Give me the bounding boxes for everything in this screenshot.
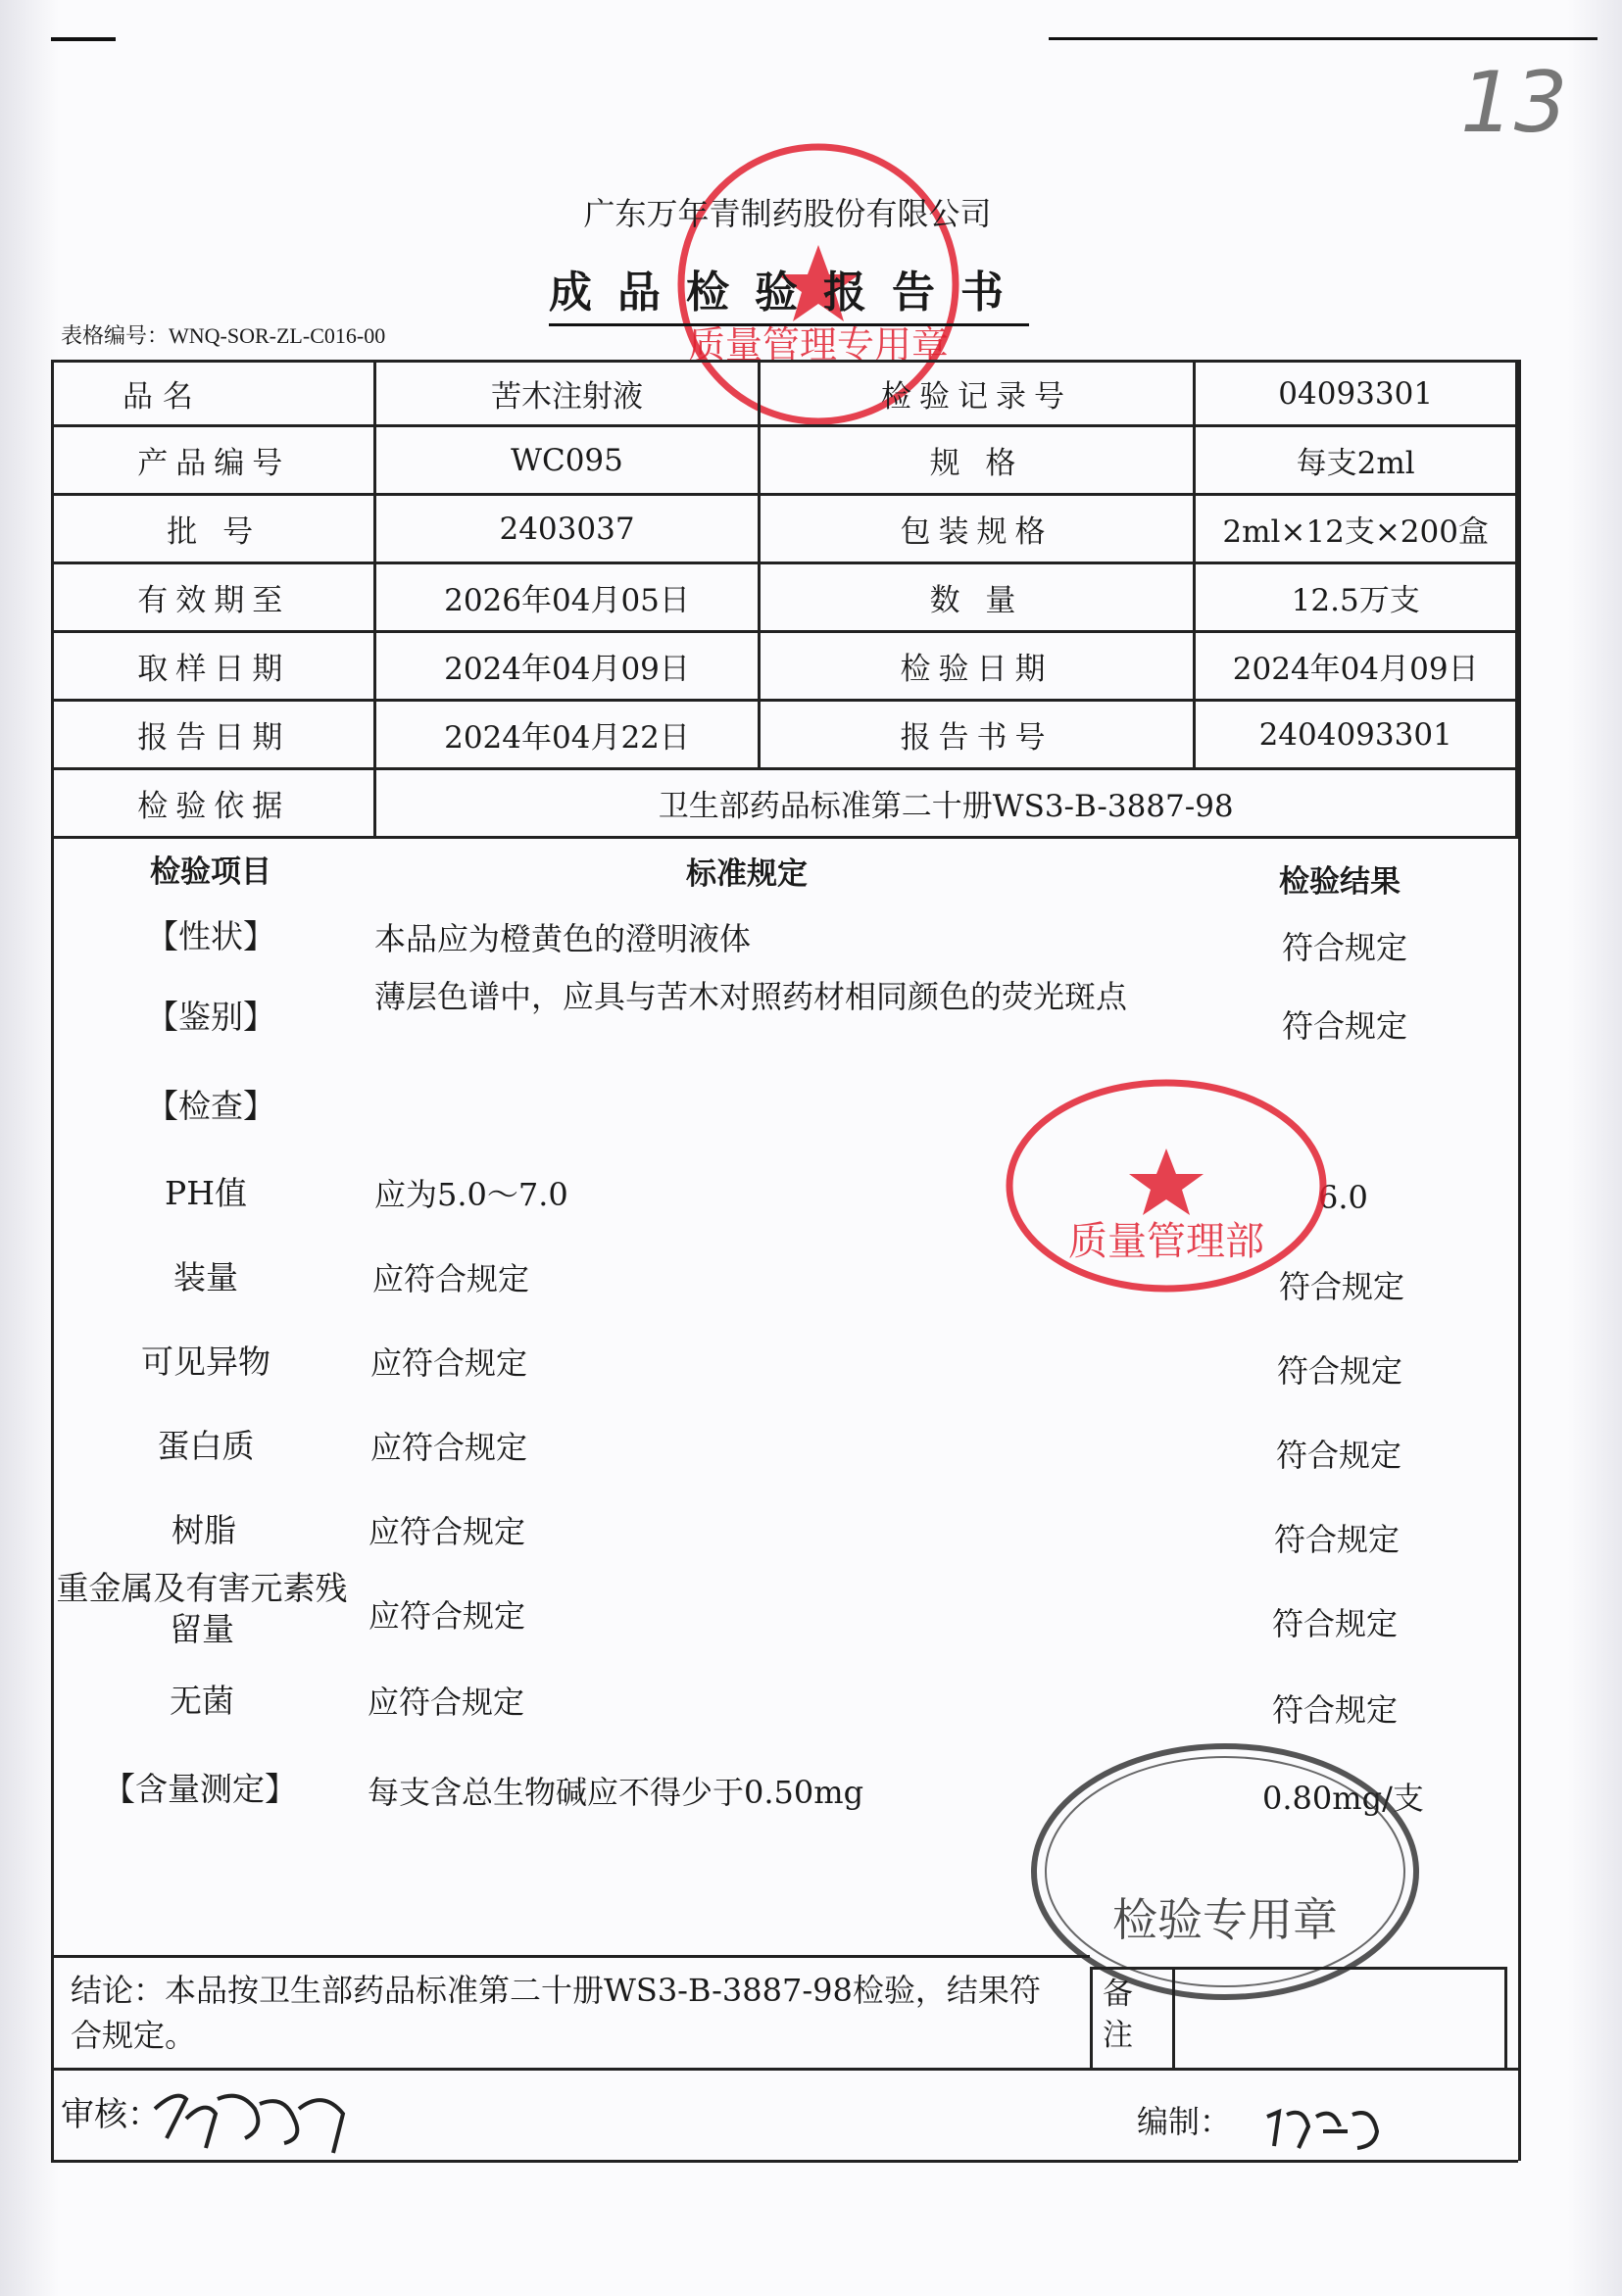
svg-text:质量管理专用章: 质量管理专用章	[687, 323, 950, 366]
test-result-protein: 符合规定	[1276, 1437, 1402, 1474]
label-product-name	[53, 362, 375, 426]
label-record-no: 检验记录号	[759, 362, 1195, 426]
product-name: 苦木注射液	[375, 362, 759, 426]
header-test-item: 检验项目	[150, 855, 271, 890]
report-no: 2404093301	[1195, 701, 1517, 769]
test-result-identification: 符合规定	[1282, 1007, 1408, 1045]
spec: 每支2ml	[1195, 426, 1517, 495]
top-rule-right	[1049, 37, 1597, 40]
header-result: 检验结果	[1279, 864, 1401, 900]
record-no: 04093301	[1195, 362, 1517, 426]
test-result-resin: 符合规定	[1274, 1521, 1401, 1558]
test-standard-resin: 应符合规定	[369, 1513, 526, 1550]
label-product-code: 产品编号	[53, 426, 375, 495]
test-item-assay: 【含量测定】	[103, 1770, 297, 1808]
test-standard-sterility: 应符合规定	[368, 1684, 525, 1721]
reviewer-signature	[147, 2070, 363, 2158]
test-item-sterility: 无菌	[170, 1682, 234, 1720]
label-text: 品 名	[123, 379, 193, 415]
package-spec: 2ml×12支×200盒	[1195, 495, 1517, 563]
label-basis: 检验依据	[53, 769, 375, 838]
label-package: 包装规格	[759, 495, 1195, 563]
test-result-heavy-metals: 符合规定	[1272, 1605, 1399, 1642]
label-quantity: 数 量	[759, 563, 1195, 632]
remark-divider	[1172, 1967, 1175, 2068]
test-item-heavy-metals: 重金属及有害元素残留量	[56, 1569, 348, 1648]
test-item-volume: 装量	[173, 1258, 238, 1296]
handwritten-page-number: 13	[1460, 54, 1568, 152]
label-batch: 批 号	[53, 495, 375, 563]
remark-box	[1090, 1967, 1507, 2071]
quantity: 12.5万支	[1195, 563, 1517, 632]
test-item-appearance: 【性状】	[146, 917, 275, 955]
compiler-signature	[1259, 2087, 1397, 2156]
batch-no: 2403037	[375, 495, 759, 563]
product-info-table	[51, 360, 1518, 839]
test-standard-volume: 应符合规定	[372, 1260, 530, 1297]
top-rule-left	[51, 37, 116, 41]
form-number: 表格编号：WNQ-SOR-ZL-C016-00	[61, 323, 386, 348]
company-name: 广东万年青制药股份有限公司	[583, 195, 992, 232]
sampling-date: 2024年04月09日	[375, 632, 759, 701]
svg-text:质量管理部: 质量管理部	[1068, 1219, 1264, 1264]
report-title: 成品检验报告书	[549, 257, 1029, 326]
label-report-date: 报告日期	[53, 701, 375, 769]
test-result-assay: 0.80mg/支	[1262, 1780, 1424, 1817]
test-result-volume: 符合规定	[1279, 1268, 1405, 1305]
report-date: 2024年04月22日	[375, 701, 759, 769]
header-standard: 标准规定	[686, 856, 808, 892]
test-result-appearance: 符合规定	[1282, 929, 1408, 966]
remark-label: 备注	[1103, 1977, 1133, 2053]
svg-text:检验专用章: 检验专用章	[1112, 1893, 1338, 1946]
test-standard-protein: 应符合规定	[370, 1429, 528, 1466]
test-item-check: 【检查】	[146, 1087, 275, 1125]
test-standard-ph: 应为5.0～7.0	[374, 1176, 568, 1213]
label-sampling-date: 取样日期	[53, 632, 375, 701]
compiler-label: 编制：	[1137, 2103, 1232, 2140]
middle-quality-stamp	[1000, 1068, 1333, 1303]
test-standard-assay: 每支含总生物碱应不得少于0.50mg	[368, 1774, 864, 1811]
product-code: WC095	[375, 426, 759, 495]
test-standard-heavy-metals: 应符合规定	[369, 1597, 526, 1635]
label-inspection-date: 检验日期	[759, 632, 1195, 701]
test-item-ph: PH值	[165, 1174, 247, 1212]
label-expiry: 有效期至	[53, 563, 375, 632]
inspection-basis: 卫生部药品标准第二十册WS3-B-3887-98	[375, 769, 1517, 838]
test-result-ph: 6.0	[1318, 1179, 1368, 1216]
expiry-date: 2026年04月05日	[375, 563, 759, 632]
test-item-visible-particles: 可见异物	[141, 1343, 270, 1381]
label-report-no: 报告书号	[759, 701, 1195, 769]
test-item-resin: 树脂	[172, 1511, 236, 1549]
test-result-sterility: 符合规定	[1272, 1691, 1399, 1729]
inspection-date: 2024年04月09日	[1195, 632, 1517, 701]
test-standard-appearance: 本品应为橙黄色的澄明液体	[374, 920, 752, 957]
test-standard-visible-particles: 应符合规定	[370, 1344, 528, 1382]
test-result-visible-particles: 符合规定	[1277, 1352, 1403, 1390]
test-standard-identification: 薄层色谱中，应具与苦木对照药材相同颜色的荧光斑点	[374, 978, 1128, 1015]
label-spec: 规 格	[759, 426, 1195, 495]
test-item-protein: 蛋白质	[157, 1427, 255, 1465]
conclusion: 结论：本品按卫生部药品标准第二十册WS3-B-3887-98检验，结果符合规定。	[51, 1955, 1090, 2063]
test-item-identification: 【鉴别】	[146, 998, 275, 1036]
reviewer-label: 审核：	[61, 2095, 161, 2134]
signature-rule-bottom	[51, 2160, 1518, 2163]
